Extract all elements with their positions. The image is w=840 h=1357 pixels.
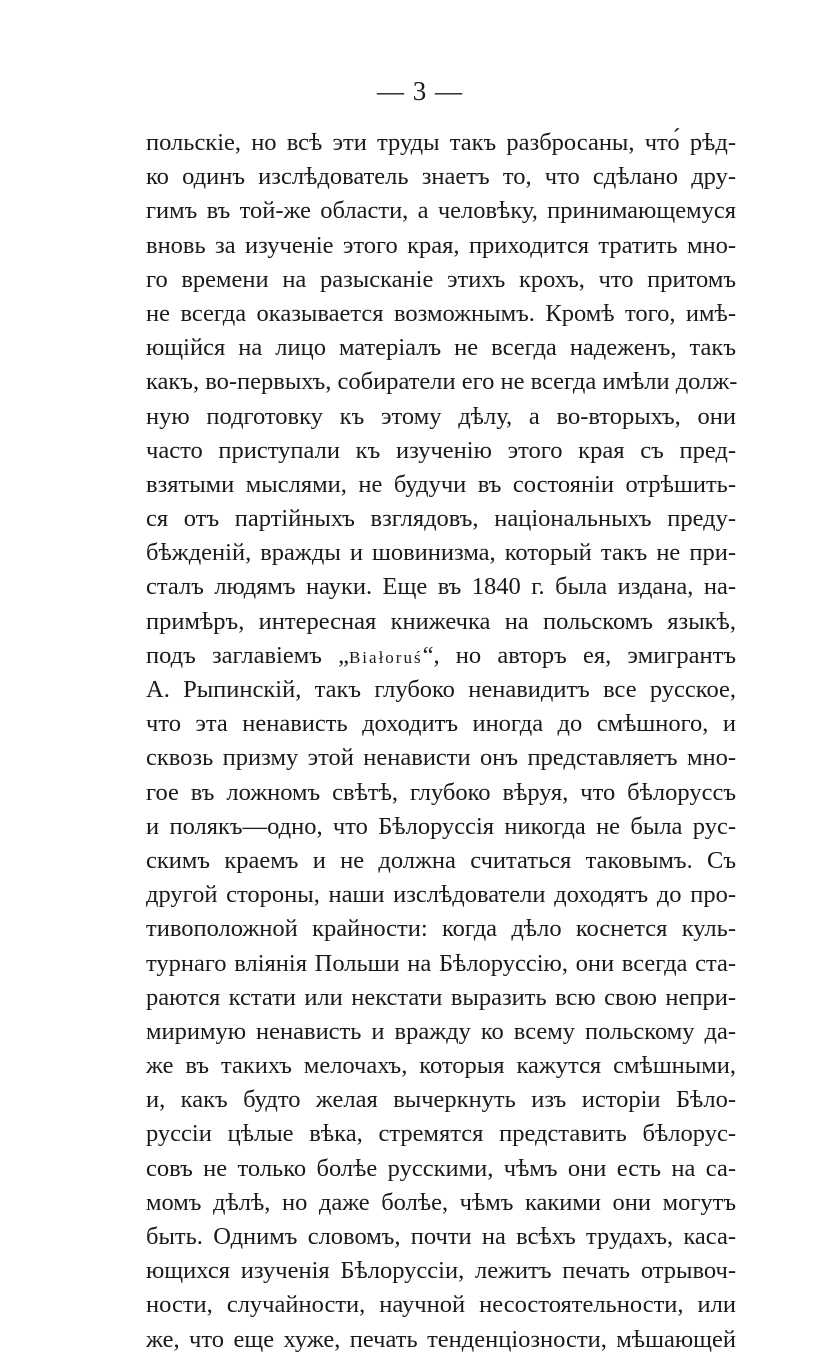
text-line: ющихся изученія Бѣлоруссіи, лежитъ печать отрывоч- — [146, 1257, 736, 1285]
text-line: ную подготовку къ этому дѣлу, а во-вторыхъ, они — [146, 402, 736, 430]
text-line: ющійся на лицо матеріалъ не всегда надеженъ, такъ — [146, 334, 736, 362]
text-line: и, какъ будто желая вычеркнуть изъ исторіи Бѣло- — [146, 1086, 736, 1114]
text-line: бѣжденій, вражды и шовинизма, который такъ не при- — [146, 539, 736, 567]
text-line: часто приступали къ изученію этого края съ пред- — [146, 436, 736, 464]
text-line: А. Рыпинскій, такъ глубоко ненавидитъ все русское, — [146, 676, 736, 703]
body-text — [146, 126, 736, 1357]
text-line: примѣръ, интересная книжечка на польскомъ языкѣ, — [146, 607, 736, 635]
text-line: скимъ краемъ и не должна считаться таковымъ. Съ — [146, 846, 736, 874]
text-line: быть. Однимъ словомъ, почти на всѣхъ трудахъ, каса- — [146, 1223, 736, 1250]
text-line: польскіе, но всѣ эти труды такъ разбросаны, что́ рѣд- — [146, 129, 736, 156]
text-line: тивоположной крайности: когда дѣло коснется куль- — [146, 915, 736, 943]
text-line: сквозь призму этой ненависти онъ представляетъ мно- — [146, 744, 736, 772]
text-line: сталъ людямъ науки. Еще въ 1840 г. была издана, на- — [146, 573, 736, 601]
text-line: миримую ненависть и вражду ко всему польскому да- — [146, 1017, 736, 1045]
text-line: другой стороны, наши изслѣдователи доходятъ до про- — [146, 881, 736, 909]
text-line: что эта ненависть доходитъ иногда до смѣшного, и — [146, 710, 736, 738]
text-line: какъ, во-первыхъ, собиратели его не всегда имѣли долж- — [146, 368, 738, 396]
page-number: — 3 — — [377, 76, 463, 106]
book-title: Białoruś — [348, 647, 423, 667]
text-line: гимъ въ той-же области, а человѣку, принимающемуся — [146, 197, 736, 225]
text-line: раются кстати или некстати выразить всю свою непри- — [146, 983, 736, 1011]
text-line: ности, случайности, научной несостоятельности, или — [146, 1291, 736, 1319]
text-line: же, что еще хуже, печать тенденціозности, мѣшающей — [146, 1325, 736, 1353]
text-line: ся отъ партійныхъ взглядовъ, національныхъ преду- — [146, 505, 736, 533]
text-line: момъ дѣлѣ, но даже болѣе, чѣмъ какими они могутъ — [146, 1188, 736, 1216]
text-line: и полякъ—одно, что Бѣлоруссія никогда не была рус- — [146, 812, 736, 840]
text-line: совъ не только болѣе русскими, чѣмъ они есть на са- — [146, 1154, 736, 1182]
text-line: взятыми мыслями, не будучи въ состояніи отрѣшить- — [146, 470, 736, 498]
text-line: ко одинъ изслѣдователь знаетъ то, что сдѣлано дру- — [146, 163, 736, 191]
text-line: руссіи цѣлые вѣка, стремятся представить бѣлорус- — [146, 1120, 736, 1148]
text-line: турнаго вліянія Польши на Бѣлоруссію, они всегда ста- — [146, 949, 736, 977]
text-line: вновь за изученіе этого края, приходится тратить мно- — [146, 231, 736, 259]
text-line: не всегда оказывается возможнымъ. Кромѣ того, имѣ- — [146, 299, 736, 327]
text-line: гое въ ложномъ свѣтѣ, глубоко вѣруя, что бѣлоруссъ — [146, 778, 736, 806]
text-line: го времени на разысканіе этихъ крохъ, что притомъ — [146, 265, 736, 293]
text-line: подъ заглавіемъ „Białoruś“, но авторъ ея, эмигрантъ — [146, 641, 737, 669]
text-line: же въ такихъ мелочахъ, которыя кажутся смѣшными, — [146, 1052, 736, 1080]
